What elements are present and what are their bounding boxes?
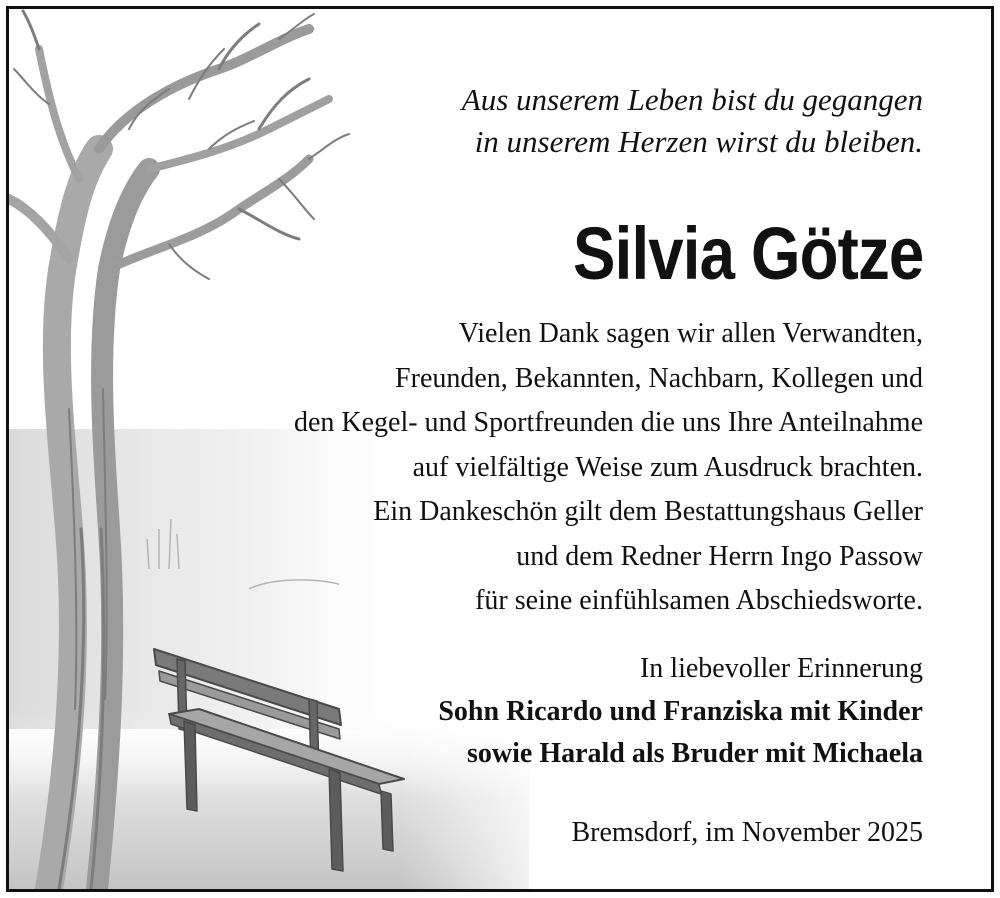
motto-line: Aus unserem Leben bist du gegangen bbox=[461, 82, 923, 117]
thanks-line: den Kegel- und Sportfreunden die uns Ihre Anteilnahme bbox=[293, 407, 923, 438]
motto-line: in unserem Herzen wirst du bleiben. bbox=[474, 124, 923, 159]
thanks-line: Ein Dankeschön gilt dem Bestattungshaus Geller bbox=[373, 496, 923, 527]
motto bbox=[462, 79, 923, 163]
signer-line: sowie Harald als Bruder mit Michaela bbox=[467, 738, 923, 769]
thanks-line: Vielen Dank sagen wir allen Verwandten, bbox=[458, 318, 923, 349]
remembrance-line: In liebevoller Erinnerung bbox=[639, 653, 923, 684]
obituary-frame bbox=[6, 6, 994, 892]
deceased-name: Silvia Götze bbox=[572, 212, 923, 295]
signers bbox=[438, 691, 923, 775]
thanks-line: und dem Redner Herrn Ingo Passow bbox=[516, 540, 923, 572]
thanks-line: auf vielfältige Weise zum Ausdruck brachten. bbox=[412, 451, 923, 483]
place-date: Bremsdorf, im November 2025 bbox=[571, 817, 923, 848]
thanks-line: Freunden, Bekannten, Nachbarn, Kollegen und bbox=[395, 362, 923, 394]
thanks-line: für seine einfühlsamen Abschiedsworte. bbox=[475, 585, 923, 616]
signer-line: Sohn Ricardo und Franziska mit Kinder bbox=[438, 696, 923, 727]
obituary-text bbox=[163, 9, 923, 889]
thanks-text bbox=[294, 312, 923, 624]
